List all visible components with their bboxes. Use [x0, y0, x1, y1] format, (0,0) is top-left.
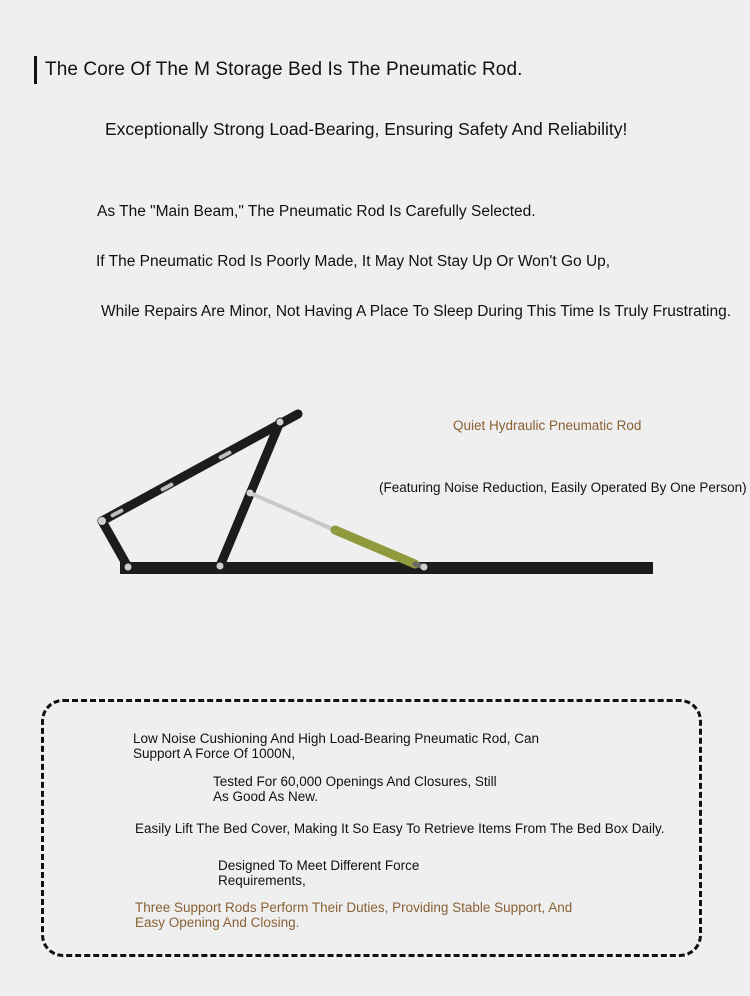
- section-heading: [34, 56, 523, 84]
- pivot: [247, 490, 254, 497]
- pivot: [217, 563, 224, 570]
- piston-shaft: [250, 493, 337, 531]
- feature-subtitle: (Featuring Noise Reduction, Easily Operated By One Person): [379, 480, 747, 495]
- feature-item-tested: Tested For 60,000 Openings And Closures, Still As Good As New.: [213, 774, 497, 804]
- pivot: [125, 564, 132, 571]
- gas-cylinder: [335, 530, 415, 564]
- intro-line-2: If The Pneumatic Rod Is Poorly Made, It May Not Stay Up Or Won't Go Up,: [96, 253, 611, 270]
- pivot: [277, 419, 284, 426]
- long-arm: [102, 414, 298, 521]
- pivot: [98, 517, 106, 525]
- feature-item-load: Low Noise Cushioning And High Load-Bearing Pneumatic Rod, Can Support A Force Of 1000N,: [133, 731, 539, 761]
- pivot: [421, 564, 428, 571]
- short-leg: [102, 521, 128, 567]
- feature-item-force: Designed To Meet Different Force Requirements,: [218, 858, 420, 888]
- page-title: The Core Of The M Storage Bed Is The Pneumatic Rod.: [45, 59, 523, 80]
- page-subtitle: Exceptionally Strong Load-Bearing, Ensuring Safety And Reliability!: [105, 119, 628, 139]
- intro-line-3: While Repairs Are Minor, Not Having A Place To Sleep During This Time Is Truly Frustrating.: [101, 303, 732, 320]
- feature-title: Quiet Hydraulic Pneumatic Rod: [453, 418, 642, 433]
- heading-accent-bar: [34, 56, 37, 84]
- intro-line-1: As The "Main Beam," The Pneumatic Rod Is Carefully Selected.: [97, 203, 536, 220]
- feature-item-support: Three Support Rods Perform Their Duties, Providing Stable Support, And Easy Opening And Closing.: [135, 900, 573, 930]
- base-bar: [120, 562, 653, 574]
- feature-item-lift: Easily Lift The Bed Cover, Making It So Easy To Retrieve Items From The Bed Box Daily.: [135, 821, 665, 836]
